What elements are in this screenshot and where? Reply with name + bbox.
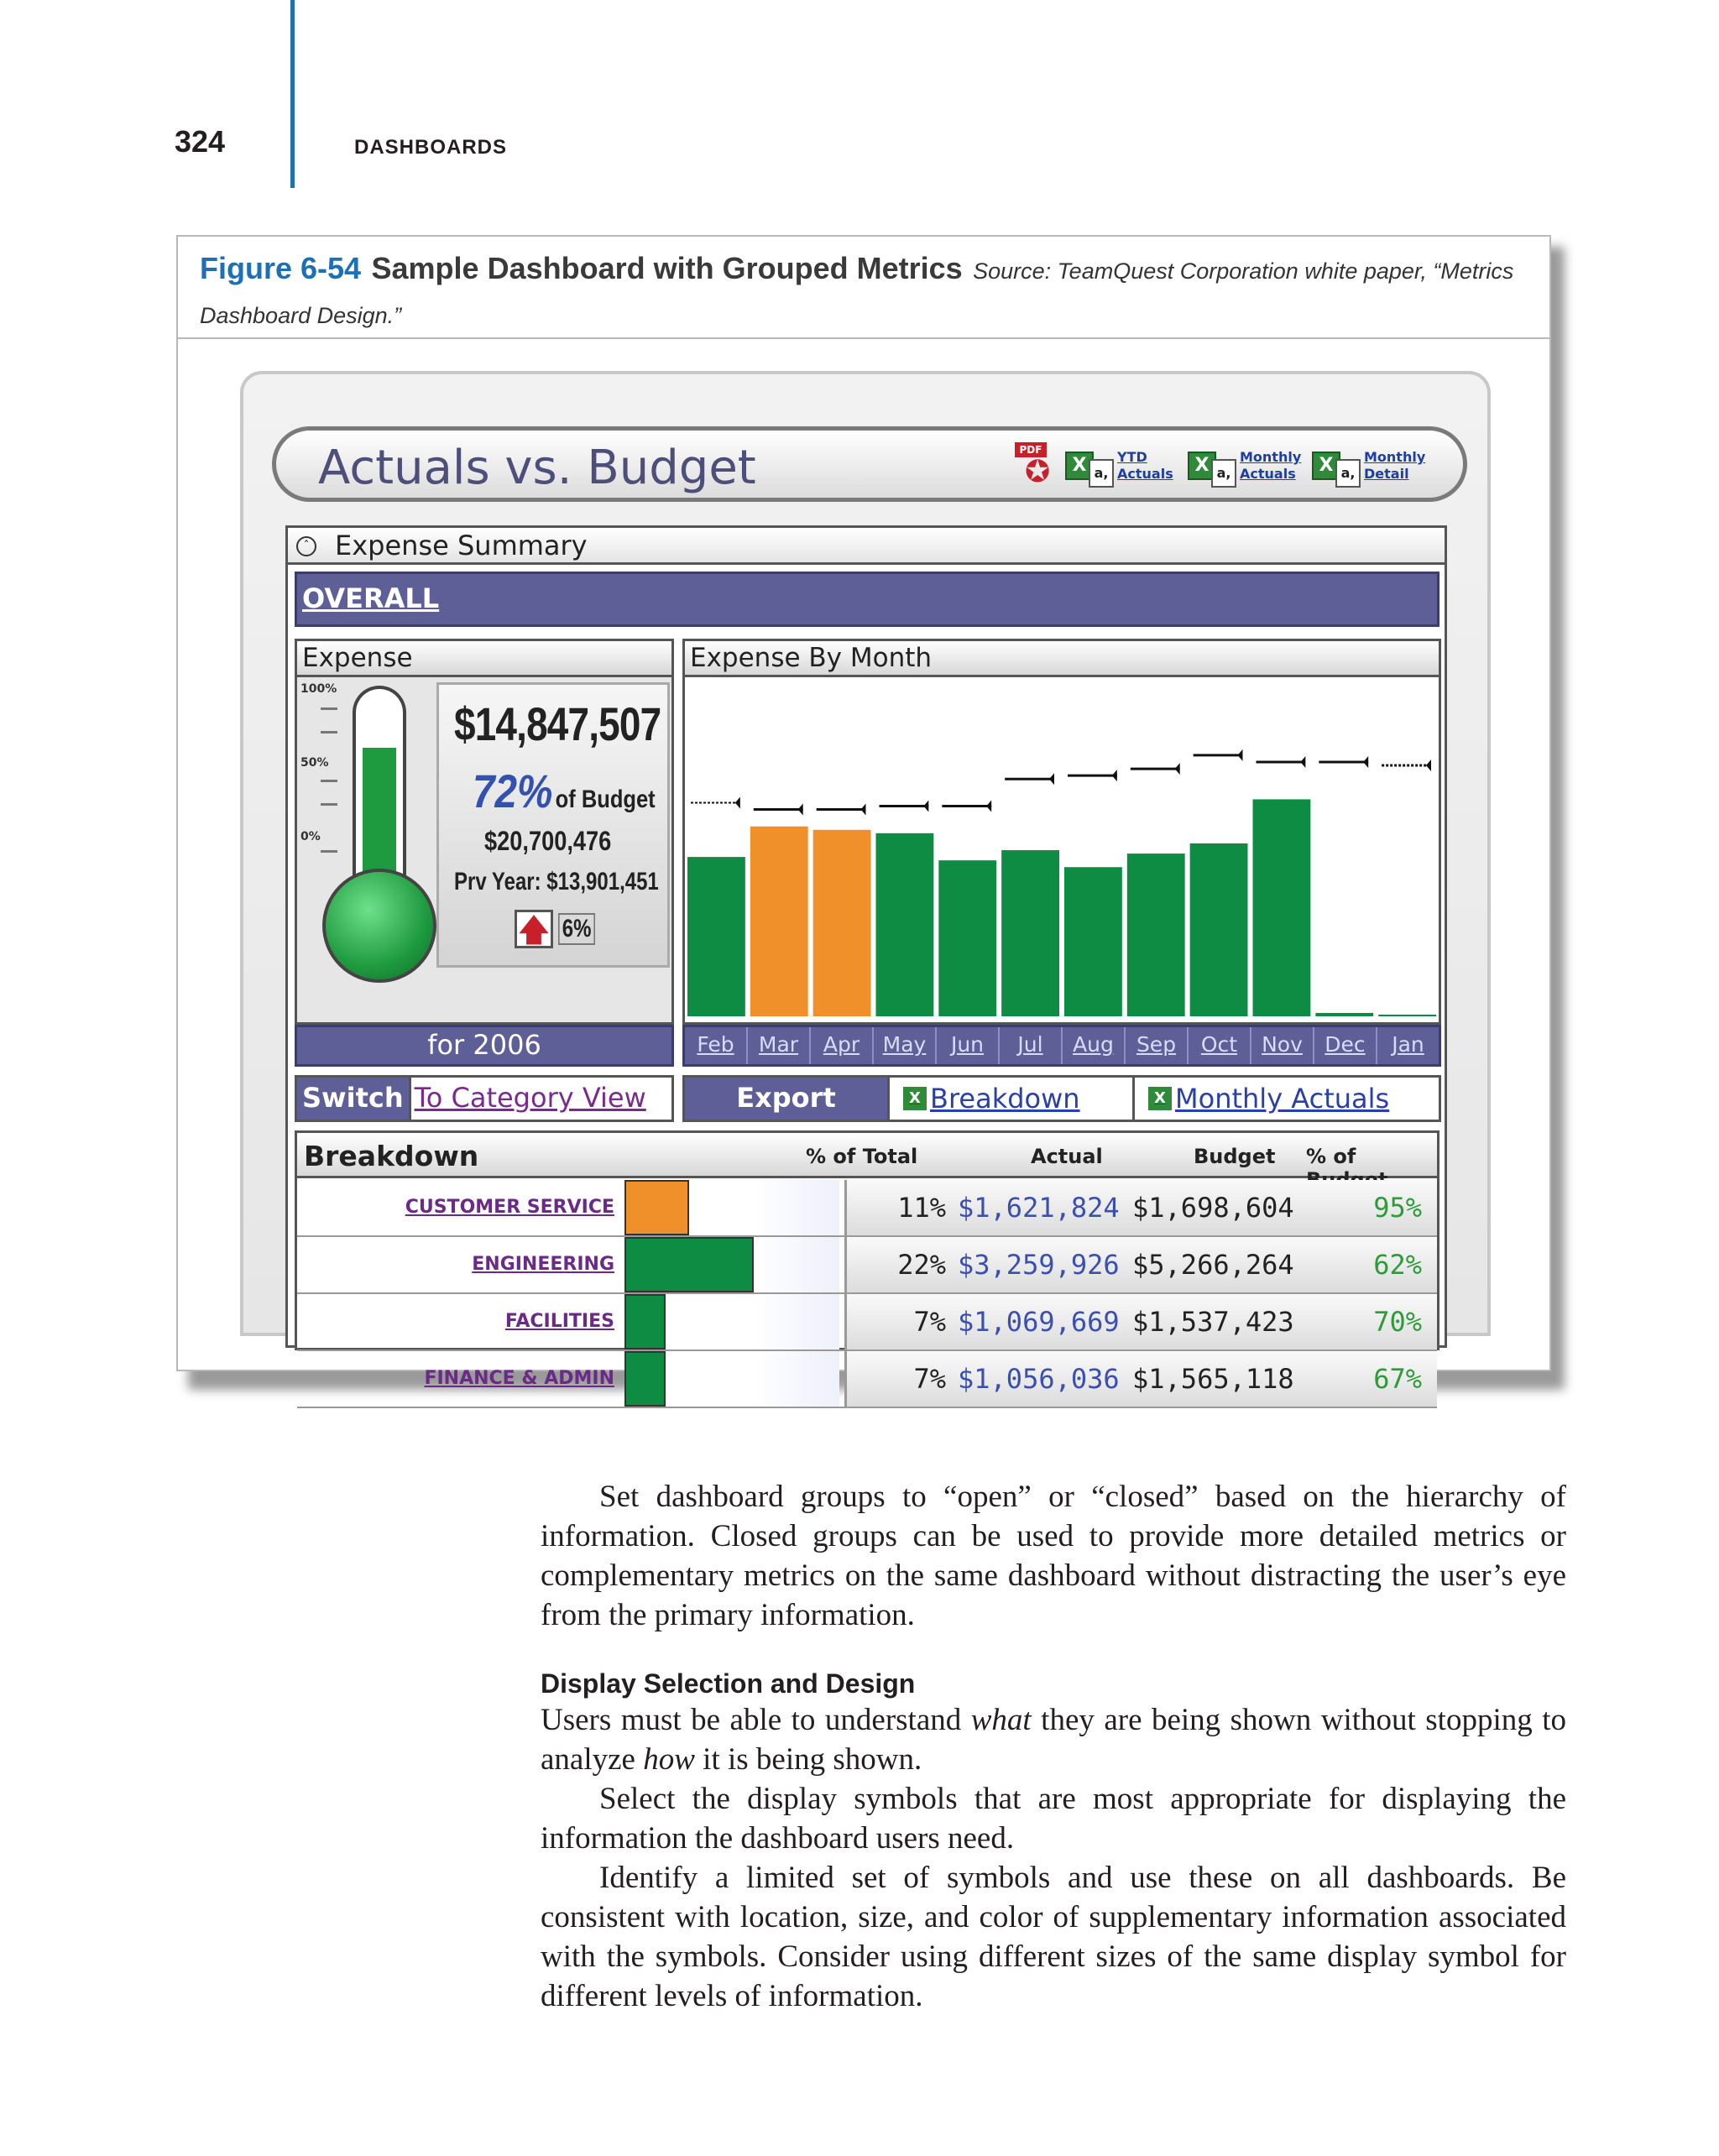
paragraph: Users must be able to understand what they are being shown without stopping to analyze how it is being shown. [541,1703,1566,1777]
month-label-may[interactable]: May [874,1027,937,1064]
bar-jun [938,860,996,1016]
scale-label-50: 50% [300,756,329,770]
dashboard-title: Actuals vs. Budget [318,441,756,495]
pct-total-cell: 11% [897,1192,946,1224]
budget-marker-tip-apr [861,804,866,816]
budget-total: $20,700,476 [484,826,612,856]
budget-marker-tip-nov [1300,756,1305,768]
month-bar-chart [685,677,1439,1021]
paragraph: Set dashboard groups to “open” or “closed” based on the hierarchy of information. Closed groups can be used to provide more detailed metrics or complementary metrics on the same dashboard without distracting the user’s eye from the primary information. [541,1480,1566,1632]
pdf-tag: PDF [1015,442,1047,457]
scale-tick [321,780,337,782]
pct-total-cell: 22% [897,1249,946,1281]
monthly-detail-export[interactable] [1312,442,1428,489]
department-link[interactable]: ENGINEERING [472,1254,614,1275]
up-arrow-icon: 🡅 [515,910,553,948]
excel-icon: X [1188,452,1216,480]
share-bar [624,1351,666,1407]
bar-apr [813,830,871,1016]
section-heading: Display Selection and Design [541,1668,916,1699]
budget-marker-tip-jul [1049,773,1054,785]
month-label-jun[interactable]: Jun [937,1027,1000,1064]
breakdown-table [295,1130,1439,1395]
month-label-aug[interactable]: Aug [1063,1027,1126,1064]
month-label-feb[interactable]: Feb [685,1027,748,1064]
actual-cell[interactable]: $1,069,669 [958,1306,1120,1338]
monthly-detail-link[interactable]: Monthly Detail [1364,449,1426,482]
month-label-oct[interactable]: Oct [1189,1027,1251,1064]
expense-value-card [436,682,670,968]
budget-marker-tip-dec [1363,756,1368,768]
breakdown-title: Breakdown [304,1140,479,1172]
category-view-link[interactable]: To Category View [414,1082,646,1114]
scale-label-100: 100% [300,682,337,696]
expense-summary-header [288,528,1445,565]
thermometer-bulb [322,869,436,983]
table-row [297,1180,1437,1237]
monthly-actuals-link[interactable]: Monthly Actuals [1240,449,1302,482]
bar-oct [1190,843,1248,1016]
year-label: for 2006 [295,1025,674,1067]
share-bar-area [624,1351,839,1407]
department-link[interactable]: FINANCE & ADMIN [424,1368,614,1389]
budget-marker-tip-aug [1112,770,1117,781]
pct-budget-cell: 62% [1373,1249,1422,1281]
scale-label-0: 0% [300,830,321,843]
percent-of-budget-label: of Budget [555,786,656,813]
share-bar [624,1294,666,1349]
pct-budget-cell: 95% [1373,1192,1422,1224]
budget-marker-tip-jun [986,801,991,812]
month-label-dec[interactable]: Dec [1314,1027,1377,1064]
paragraph: Select the display symbols that are most appropriate for displaying the information the dashboard users need. [541,1782,1566,1856]
row-values [844,1180,1437,1235]
month-label-jan[interactable]: Jan [1392,1032,1424,1057]
bar-mar [750,827,808,1016]
pct-total-cell: 7% [913,1306,946,1338]
row-values [844,1237,1437,1292]
year-change [515,910,604,948]
expense-header: Expense [295,639,674,677]
collapse-icon[interactable]: ˆ [296,536,316,556]
excel-icon: X [1065,452,1094,480]
figure-box [176,235,1551,1395]
bar-feb [687,857,745,1016]
dashboard-screenshot [240,371,1491,1395]
scale-tick [321,731,337,733]
actual-cell[interactable]: $1,621,824 [958,1192,1120,1224]
table-row [297,1294,1437,1351]
figure-number: Figure 6-54 [200,251,362,285]
thermometer-scale [300,682,342,850]
col-pct-budget: % of [1306,1145,1356,1168]
expense-summary-title: Expense Summary [335,530,588,561]
pct-total-cell: 7% [913,1363,946,1395]
caption-divider [178,337,1549,339]
acrobat-icon: ✪ [1025,455,1051,489]
budget-marker-tip-mar [798,804,803,816]
share-bar [624,1180,689,1235]
bar-nov [1252,799,1310,1016]
actual-cell[interactable]: $3,259,926 [958,1249,1120,1281]
pdf-icon[interactable] [1015,442,1057,489]
row-values [844,1294,1437,1349]
figure-source: Source: TeamQuest Corporation white paper, “Metrics Dashboard Design.” [200,258,1514,328]
budget-cell: $1,537,423 [1132,1306,1294,1338]
bar-aug [1064,867,1122,1016]
figure-title: Sample Dashboard with Grouped Metrics [371,251,963,285]
month-label-jul[interactable]: Jul [1000,1027,1063,1064]
month-label-sep[interactable]: Sep [1126,1027,1189,1064]
expense-by-month-chart [682,677,1441,1025]
bar-jul [1001,850,1059,1016]
ytd-actuals-link[interactable]: YTD Actuals [1117,449,1173,482]
budget-marker-tip-feb [735,796,740,808]
bar-may [875,833,933,1016]
bar-sep [1127,854,1185,1016]
overall-group-bar [295,572,1439,627]
percent-of-budget [473,764,656,818]
budget-marker-tip-sep [1175,763,1180,775]
figure-caption [200,248,1516,340]
excel-icon: X [1312,452,1340,480]
budget-marker-tip-oct [1238,749,1243,761]
share-bar-area [624,1180,839,1235]
pct-budget-cell: 67% [1373,1363,1422,1395]
row-values [844,1351,1437,1407]
monthly-actuals-export[interactable] [1188,442,1304,489]
dashboard-title-bar [272,426,1467,502]
bar-dec [1315,1013,1373,1016]
month-label-nov[interactable]: Nov [1251,1027,1314,1064]
department-link[interactable]: FACILITIES [504,1311,614,1332]
actual-cell[interactable]: $1,056,036 [958,1363,1120,1395]
running-head-rule [290,0,295,188]
breakdown-header [297,1133,1437,1178]
share-bar-area [624,1237,839,1292]
scale-tick [321,850,337,853]
ytd-actuals-export[interactable] [1065,442,1181,489]
budget-marker-tip-may [923,801,928,812]
running-head: DASHBOARDS [354,136,508,159]
col-budget: Budget [1194,1145,1276,1168]
budget-marker-tip-jan [1426,760,1431,771]
month-axis [682,1025,1441,1067]
excel-icon: X [903,1087,927,1110]
page-number: 324 [175,124,226,159]
budget-cell: $1,698,604 [1132,1192,1294,1224]
year-change-value: 6% [558,913,595,945]
expense-by-month-header: Expense By Month [682,639,1441,677]
percent-of-budget-value: 72% [473,765,553,817]
budget-cell: $1,565,118 [1132,1363,1294,1395]
export-label: Export [685,1078,890,1120]
expense-summary-panel [285,525,1447,1395]
excel-icon: X [1148,1087,1172,1110]
bar-jan [1378,1015,1436,1016]
month-label-apr[interactable]: Apr [811,1027,874,1064]
paragraph: Identify a limited set of symbols and use these on all dashboards. Be consistent with location, size, and color of supplementary information associated with the symbols. Consider using different sizes of the same display symbol for different levels of information. [541,1861,1566,2013]
scale-tick [321,707,337,710]
col-pct-total: % of Total [806,1145,918,1168]
department-link[interactable]: CUSTOMER SERVICE [405,1197,614,1218]
month-label-mar[interactable]: Mar [748,1027,811,1064]
budget-cell: $5,266,264 [1132,1249,1294,1281]
monthly-actuals-export-link[interactable]: X Monthly Actuals [1135,1078,1439,1120]
body-text [541,1477,1566,2016]
export-bar [682,1075,1441,1122]
scale-tick [321,803,337,806]
previous-year: Prv Year: $13,901,451 [454,868,659,895]
document-icon: a, [1089,459,1114,488]
breakdown-export-link[interactable]: X Breakdown [890,1078,1135,1120]
switch-label: Switch [297,1078,411,1120]
col-actual: Actual [1031,1145,1103,1168]
expense-gauge-panel [295,677,674,1025]
pct-budget-cell: 70% [1373,1306,1422,1338]
document-icon: a, [1335,459,1361,488]
share-bar-area [624,1294,839,1349]
share-bar [624,1237,754,1292]
table-row [297,1237,1437,1294]
switch-view-bar [295,1075,674,1122]
table-row [297,1351,1437,1408]
total-expense: $14,847,507 [454,697,661,750]
document-icon: a, [1211,459,1236,488]
overall-link[interactable]: OVERALL [302,582,440,614]
